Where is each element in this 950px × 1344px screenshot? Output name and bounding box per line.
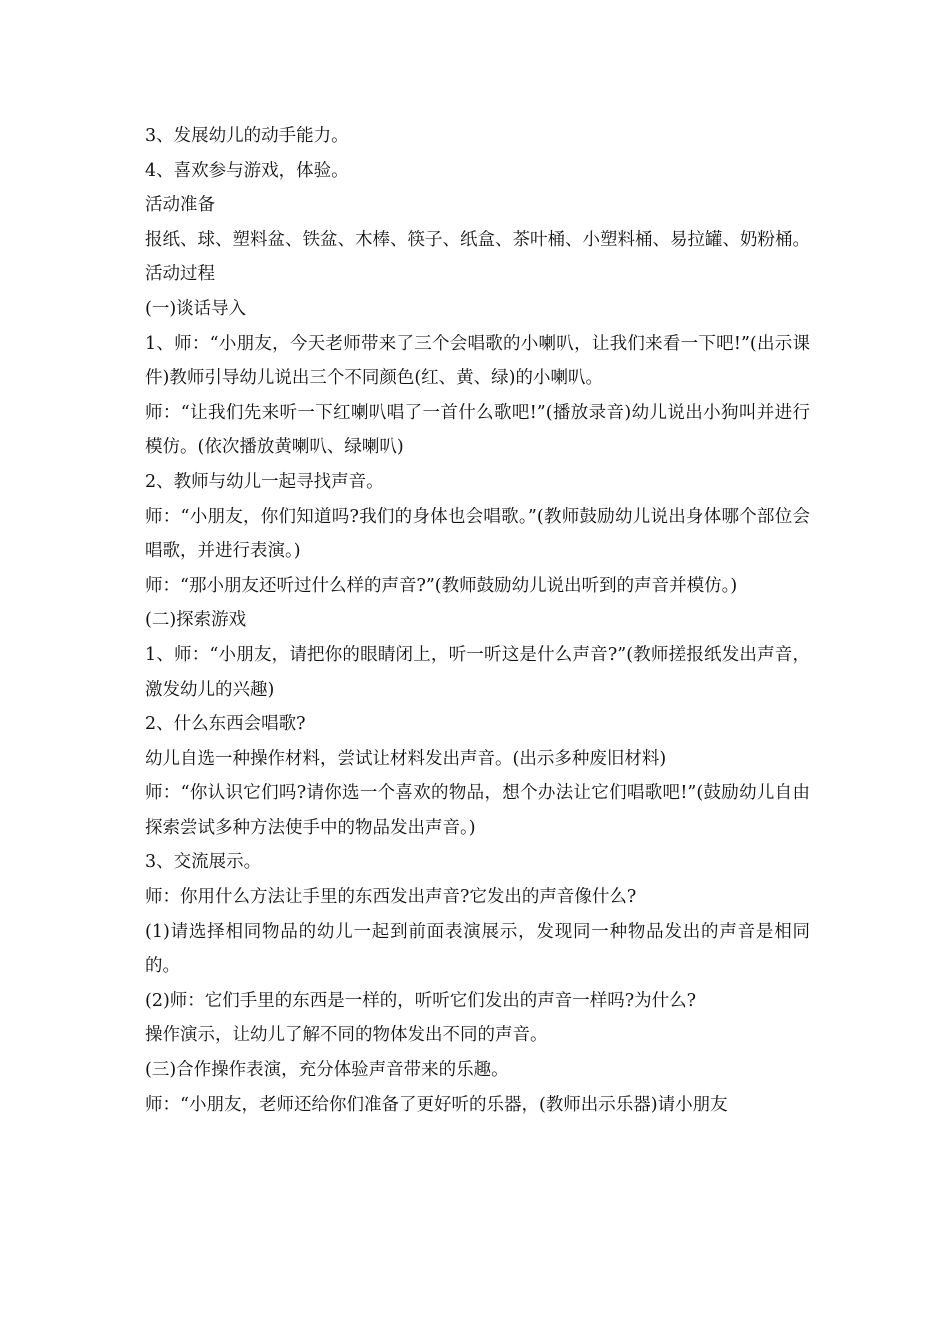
paragraph: 师：你用什么方法让手里的东西发出声音?它发出的声音像什么?: [145, 887, 637, 908]
document-body: [145, 119, 810, 1122]
paragraph: 3、交流展示。: [145, 852, 262, 873]
paragraph: 3、发展幼儿的动手能力。: [145, 126, 349, 146]
paragraph: 师：“让我们先来听一下红喇叭唱了一首什么歌吧!”(播放录音)幼儿说出小狗叫并进行模仿。(依次播放黄喇叭、绿喇叭): [145, 402, 810, 458]
paragraph: (1)请选择相同物品的幼儿一起到前面表演展示，发现同一种物品发出的声音是相同的。: [145, 921, 810, 977]
paragraph: 师：“小朋友，老师还给你们准备了更好听的乐器，(教师出示乐器)请小朋友: [145, 1094, 728, 1115]
subsection-heading: (一)谈话导入: [145, 298, 247, 319]
paragraph: 1、师：“小朋友，今天老师带来了三个会唱歌的小喇叭，让我们来看一下吧!”(出示课件)教师引导幼儿说出三个不同颜色(红、黄、绿)的小喇叭。: [145, 333, 810, 389]
subsection-heading: (三)合作操作表演，充分体验声音带来的乐趣。: [145, 1060, 509, 1081]
paragraph: 2、什么东西会唱歌?: [145, 714, 306, 735]
paragraph: 师：“你认识它们吗?请你选一个喜欢的物品，想个办法让它们唱歌吧!”(鼓励幼儿自由探索尝试多种方法使手中的物品发出声音。): [145, 783, 810, 838]
paragraph: 报纸、球、塑料盆、铁盆、木棒、筷子、纸盒、茶叶桶、小塑料桶、易拉罐、奶粉桶。: [145, 229, 810, 250]
section-heading: 活动准备: [145, 195, 215, 216]
paragraph: 4、喜欢参与游戏，体验。: [145, 160, 349, 181]
paragraph: 2、教师与幼儿一起寻找声音。: [145, 471, 384, 492]
paragraph: 幼儿自选一种操作材料，尝试让材料发出声音。(出示多种废旧材料): [145, 748, 667, 769]
subsection-heading: (二)探索游戏: [145, 610, 247, 631]
paragraph: 师：“小朋友，你们知道吗?我们的身体也会唱歌。”(教师鼓励幼儿说出身体哪个部位会唱歌，并进行表演。): [145, 506, 810, 562]
paragraph: 1、师：“小朋友，请把你的眼睛闭上，听一听这是什么声音?”(教师搓报纸发出声音，激发幼儿的兴趣): [145, 644, 810, 700]
section-heading: 活动过程: [145, 264, 215, 285]
paragraph: 操作演示，让幼儿了解不同的物体发出不同的声音。: [145, 1025, 548, 1046]
paragraph: 师：“那小朋友还听过什么样的声音?”(教师鼓励幼儿说出听到的声音并模仿。): [145, 575, 738, 596]
paragraph: (2)师：它们手里的东西是一样的，听听它们发出的声音一样吗?为什么?: [145, 990, 697, 1011]
